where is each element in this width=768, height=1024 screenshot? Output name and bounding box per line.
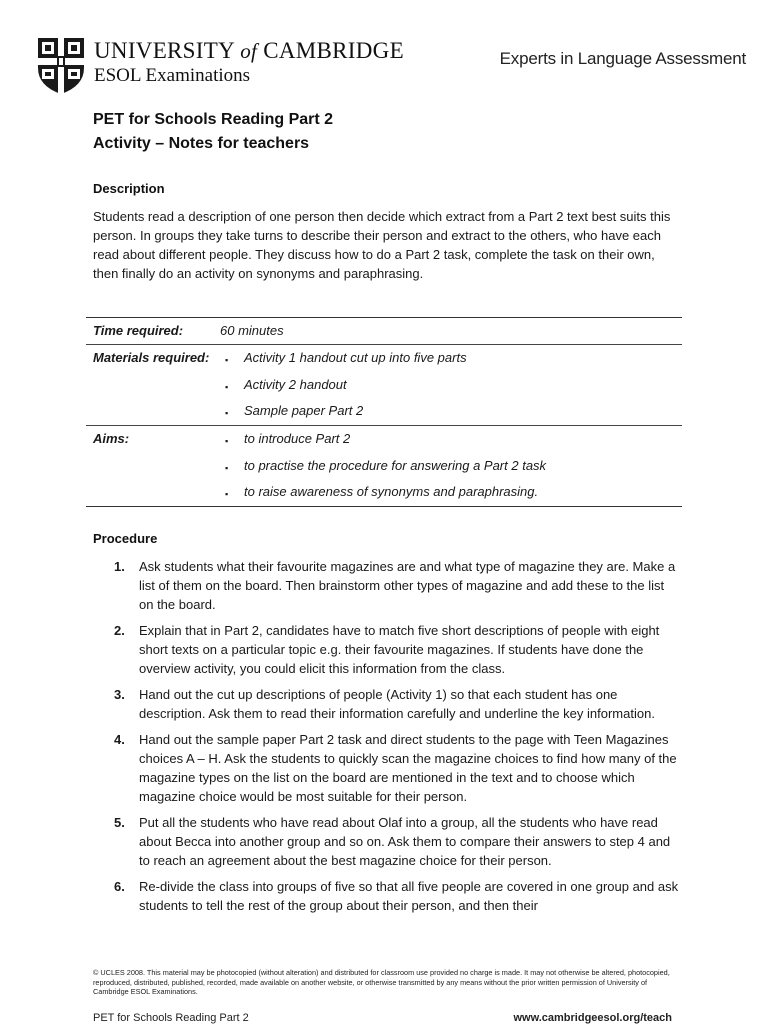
step-text: Hand out the sample paper Part 2 task and direct students to the page with Teen Magazines choices A – H. Ask the students to quickly scan the magazine choices to find how many of the magazine types on the list on the board are mentioned in the text and to choose which magazine choice would be most suitable for their person. — [139, 732, 677, 804]
step-text: Ask students what their favourite magazines are and what type of magazine they are. Make a list of them on the board. Then brainstorm other types of magazine and add these to the list on the board. — [139, 559, 676, 612]
step-text: Hand out the cut up descriptions of people (Activity 1) so that each student has one description. Ask them to read their information carefully and underline the key information. — [139, 687, 655, 721]
esol-name: ESOL Examinations — [94, 65, 251, 86]
aims-label: Aims: — [93, 431, 130, 446]
tagline: Experts in Language Assessment — [499, 49, 746, 68]
time-value: 60 minutes — [220, 323, 284, 338]
procedure-step — [110, 621, 682, 678]
materials-label: Materials required: — [93, 350, 210, 365]
bullet-icon: ▪ — [225, 381, 229, 392]
procedure-step — [110, 685, 682, 723]
step-number: 6. — [114, 879, 125, 894]
time-row — [86, 318, 682, 344]
time-label: Time required: — [93, 323, 184, 338]
page-title: PET for Schools Reading Part 2 — [93, 111, 334, 128]
step-text: Put all the students who have read about Olaf into a group, all the students who have read about Becca into another group and so on. Ask them to compare their answers to step 4 and to reach an agreement about the best magazine choice for their person. — [139, 815, 671, 868]
procedure-step — [110, 557, 682, 614]
footer-title: PET for Schools Reading Part 2 — [93, 1012, 249, 1024]
list-item: ▪ to raise awareness of synonyms and paraphrasing. — [220, 479, 682, 506]
description-text: Students read a description of one person then decide which extract from a Part 2 text best suits this person. In groups they take turns to describe their person and extract to the others, who have each read about different people. They discuss how to do a Part 2 task, complete the task on their own, then finally do an activity on synonyms and paraphrasing. — [93, 209, 671, 281]
list-item: ▪ to practise the procedure for answering a Part 2 task — [220, 453, 682, 480]
bullet-icon: ▪ — [225, 355, 229, 365]
procedure-step — [110, 730, 682, 806]
procedure-list — [110, 557, 682, 922]
aims-list — [220, 426, 682, 506]
list-item: ▪ to introduce Part 2 — [220, 426, 682, 453]
cambridge-crest-icon — [36, 36, 86, 96]
bullet-icon: ▪ — [225, 489, 229, 499]
step-number: 4. — [114, 732, 125, 747]
procedure-heading: Procedure — [93, 531, 158, 546]
step-text: Explain that in Part 2, candidates have to match five short descriptions of people with eight short texts on a particular topic e.g. their favourite magazines. If students have done the overview activity, you could elicit this information from the class. — [139, 623, 660, 676]
list-item: ▪ Activity 2 handout — [220, 372, 682, 399]
page-subtitle: Activity – Notes for teachers — [93, 135, 310, 152]
materials-list — [220, 345, 682, 425]
aims-row — [86, 425, 682, 506]
step-text: Re-divide the class into groups of five so that all five people are covered in one group and ask students to tell the rest of the group about their person, and then their — [139, 879, 679, 913]
bullet-icon: ▪ — [225, 462, 229, 473]
procedure-step — [110, 877, 682, 915]
info-table — [86, 317, 682, 507]
university-name: UNIVERSITY of CAMBRIDGE — [94, 38, 404, 63]
procedure-step — [110, 813, 682, 870]
page-header — [36, 36, 746, 98]
copyright-notice: © UCLES 2008. This material may be photocopied (without alteration) and distributed for classroom use provided no charge is made. It may not otherwise be altered, photocopied, reproduced, distributed, published, recorded, made available on another website, or otherwise transmitted by any means without the prior written permission of University of Cambridge ESOL Examinations. — [93, 968, 670, 997]
description-heading: Description — [93, 181, 165, 196]
list-item: ▪ Activity 1 handout cut up into five parts — [220, 345, 682, 372]
materials-row — [86, 344, 682, 425]
list-item: ▪ Sample paper Part 2 — [220, 398, 682, 425]
step-number: 5. — [114, 815, 125, 830]
step-number: 3. — [114, 687, 125, 702]
footer-url-link[interactable]: www.cambridgeesol.org/teach — [513, 1012, 672, 1024]
bullet-icon: ▪ — [225, 408, 229, 418]
step-number: 2. — [114, 623, 125, 638]
bullet-icon: ▪ — [225, 436, 229, 446]
step-number: 1. — [114, 559, 125, 574]
